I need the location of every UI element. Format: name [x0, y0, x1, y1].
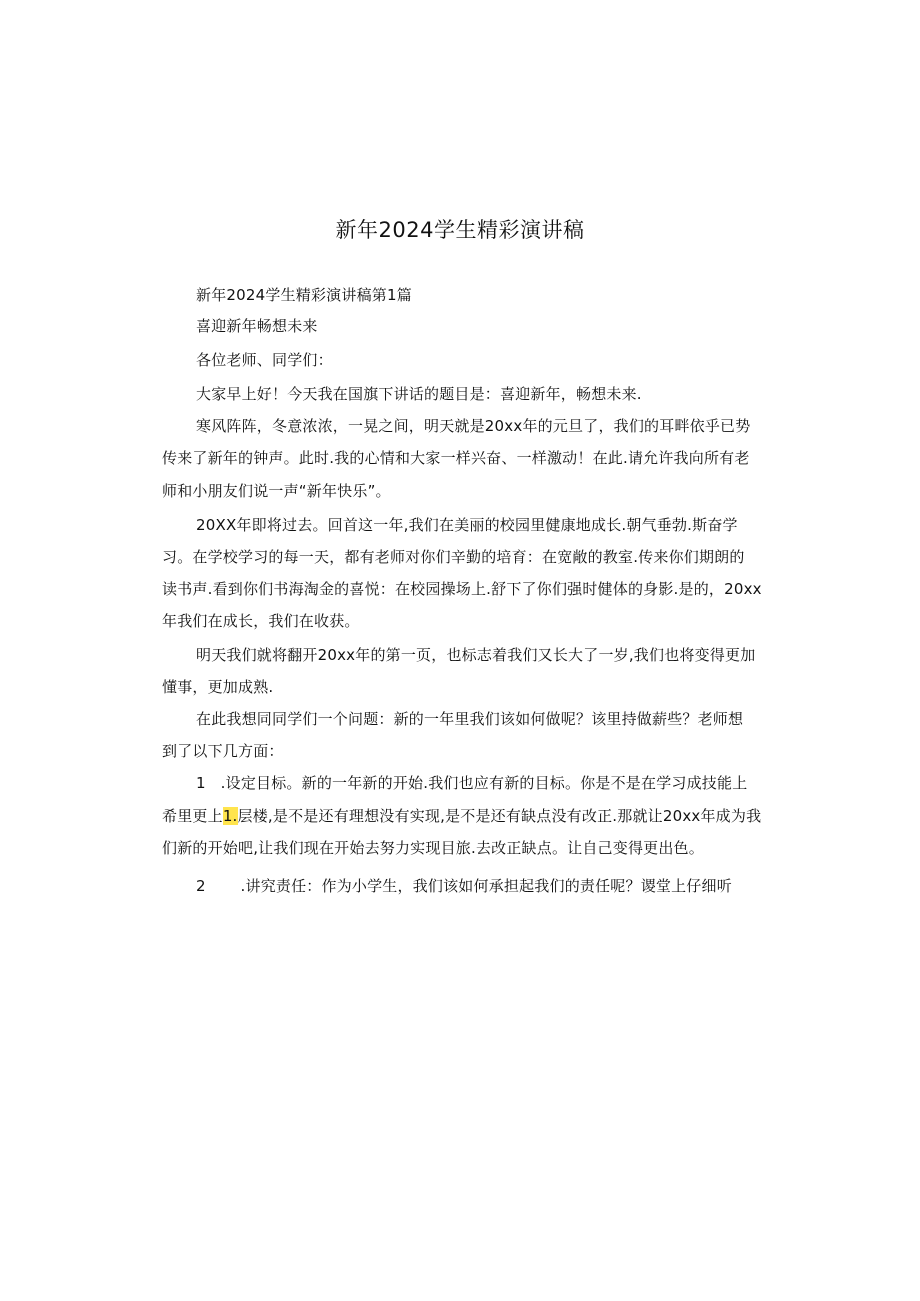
paragraph-line: 20XX年即将过去。回首这一年,我们在美丽的校园里健康地成长.朝气垂勃.斯奋学: [196, 516, 738, 534]
paragraph-line: 传来了新年的钟声。此时.我的心情和大家一样兴奋、一样激动！在此.请允许我向所有老: [162, 449, 750, 467]
document-title: 新年2024学生精彩演讲稿: [335, 218, 585, 242]
paragraph-opening: 大家早上好！今天我在国旗下讲话的题目是：喜迎新年，畅想未来.: [196, 385, 642, 403]
paragraph-line: 懂事，更加成熟.: [162, 678, 274, 696]
paragraph-line: 在此我想同同学们一个问题：新的一年里我们该如何做呢？该里持做薪些？老师想: [196, 710, 744, 728]
list-item-1-line: 们新的开始吧,让我们现在开始去努力实现目旅.去改正缺点。让自己变得更出色。: [162, 839, 704, 857]
list-item-number: 2: [196, 877, 206, 895]
paragraph-line: 读书声.看到你们书海淘金的喜悦：在校园操场上.舒下了你们强时健体的身影.是的，20xx: [162, 580, 762, 598]
paragraph-line: 师和小朋友们说一声“新年快乐”。: [162, 482, 391, 500]
paragraph-line: 习。在学校学习的每一天，都有老师对你们辛勤的培育：在宽敞的教室.传来你们期朗的: [162, 548, 745, 566]
speech-subtitle: 喜迎新年畅想未来: [196, 317, 318, 335]
list-item-text: .讲究责任：作为小学生，我们该如何承担起我们的责任呢？谡堂上仔细听: [240, 877, 732, 895]
paragraph-line: 到了以下几方面：: [162, 742, 284, 760]
list-item-1-line: [196, 773, 747, 793]
paragraph-line: 明天我们就将翻开20xx年的第一页，也标志着我们又长大了一岁,我们也将变得更加: [196, 646, 756, 664]
paragraph-line: 年我们在成长，我们在收获。: [162, 612, 360, 630]
list-item-text: 层楼,是不是还有理想没有实现,是不是还有缺点没有改正.那就让20xx年成为我: [237, 807, 762, 825]
greeting-line: 各位老师、同学们：: [196, 351, 333, 369]
section-heading: 新年2024学生精彩演讲稿第1篇: [196, 286, 412, 304]
list-item-text: .设定目标。新的一年新的开始.我们也应有新的目标。你是不是在学习成技能上: [220, 774, 748, 792]
list-item-number: 1: [196, 774, 206, 792]
highlighted-text: 1.: [222, 807, 238, 825]
paragraph-line: 寒风阵阵，冬意浓浓，一晃之间，明天就是20xx年的元旦了，我们的耳畔依乎已势: [196, 417, 751, 435]
list-item-text: 希里更上: [162, 807, 223, 825]
list-item-2-line: [196, 876, 732, 896]
list-item-1-line: [162, 806, 761, 826]
